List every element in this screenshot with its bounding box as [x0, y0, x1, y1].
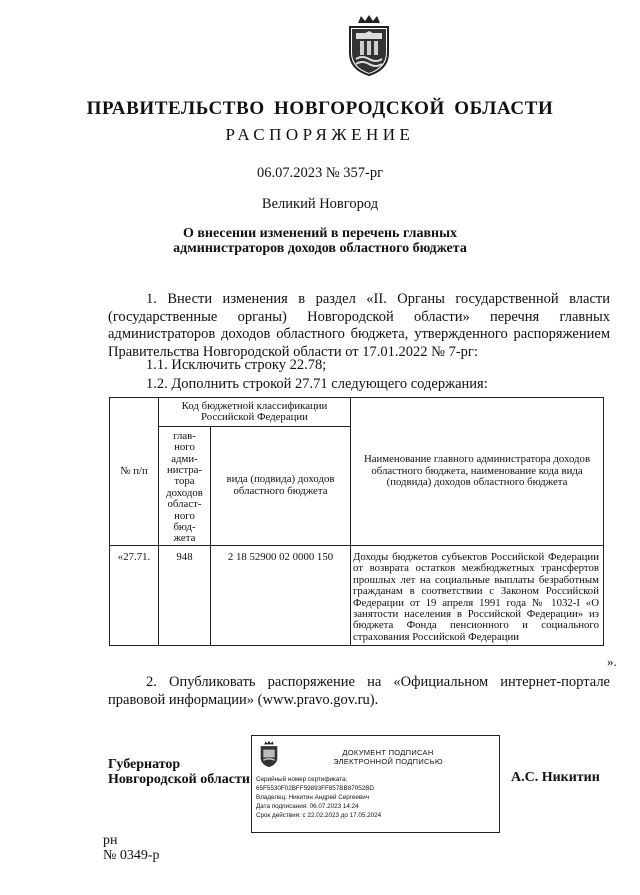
header-number: № п/п	[110, 398, 159, 546]
paragraph-2: 2. Опубликовать распоряжение на «Официальном интернет-портале правовой информации» (www.pravo.gov.ru).	[108, 674, 610, 708]
paragraph-1: 1. Внести изменения в раздел «II. Органы государственной власти (государственные органы) Новгородской области» перечня главных администраторов доходов областного бюджета, утвержденного распоряжением Правительства Новгородской области от 17.01.2022 № 7-рг:	[108, 291, 610, 360]
signature-heading: ДОКУМЕНТ ПОДПИСАН ЭЛЕКТРОННОЙ ПОДПИСЬЮ	[333, 748, 443, 766]
signing-date: Дата подписания: 06.07.2023 14:24	[256, 803, 359, 810]
revenue-administrators-table	[109, 397, 604, 646]
table-row	[110, 545, 604, 645]
header-budget-classification: Код бюджетной классификации Российской Федерации	[159, 398, 351, 427]
document-date-number: 06.07.2023 № 357-рг	[256, 165, 384, 181]
coat-of-arms-icon	[258, 740, 280, 768]
header-revenue-type: вида (подвида) доходов областного бюджета	[211, 426, 351, 545]
certificate-owner: Владелец: Никитин Андрей Сергеевич	[256, 794, 370, 801]
document-type: РАСПОРЯЖЕНИЕ	[225, 125, 415, 144]
subject-line-2: администраторов доходов областного бюджета	[173, 241, 467, 256]
cell-admin-code: 948	[159, 545, 211, 645]
cell-revenue-name: Доходы бюджетов субъектов Российской Федерации от возврата остатков межбюджетных трансфертов прошлых лет на социальные выплаты безработным гражданам в соответствии с Законом Российской Федерации от 19 апреля 1991 года № 1032-I «О занятости населения в Российской Федерации» из бюджета Фонда пенсионного и социального страхования Российской Федерации	[351, 545, 604, 645]
document-registration-code: рн № 0349-р	[103, 833, 160, 863]
coat-of-arms-icon	[344, 13, 394, 77]
document-subject	[0, 226, 640, 256]
subject-line-1: О внесении изменений в перечень главных	[182, 226, 458, 241]
table-header-row-1	[110, 398, 604, 427]
cell-number: «27.71.	[110, 545, 159, 645]
government-title: ПРАВИТЕЛЬСТВО НОВГОРОДСКОЙ ОБЛАСТИ	[86, 98, 554, 119]
subparagraph-1-2: 1.2. Дополнить строкой 27.71 следующего содержания:	[146, 376, 488, 392]
signer-name: А.С. Никитин	[511, 770, 600, 785]
header-admin-name: Наименование главного администратора доходов областного бюджета, наименование кода вида (подвида) доходов областного бюджета	[351, 398, 604, 546]
certificate-validity: Срок действия: с 22.02.2023 до 17.05.2024	[256, 812, 382, 819]
subparagraph-1-1: 1.1. Исключить строку 22.78;	[146, 357, 327, 373]
header-admin-code: глав- ного адми- нистра- тора доходов област- ного бюд- жета	[159, 426, 211, 545]
signer-position: Губернатор Новгородской области	[108, 757, 250, 787]
certificate-label: Серийный номер сертификата:	[256, 776, 348, 783]
closing-quote: ».	[607, 654, 617, 669]
city: Великий Новгород	[261, 196, 379, 212]
electronic-signature-stamp	[251, 735, 500, 833]
certificate-number: 65F5530F02BFF59893FF857BB87052BD	[256, 785, 374, 792]
cell-revenue-code: 2 18 52900 02 0000 150	[211, 545, 351, 645]
